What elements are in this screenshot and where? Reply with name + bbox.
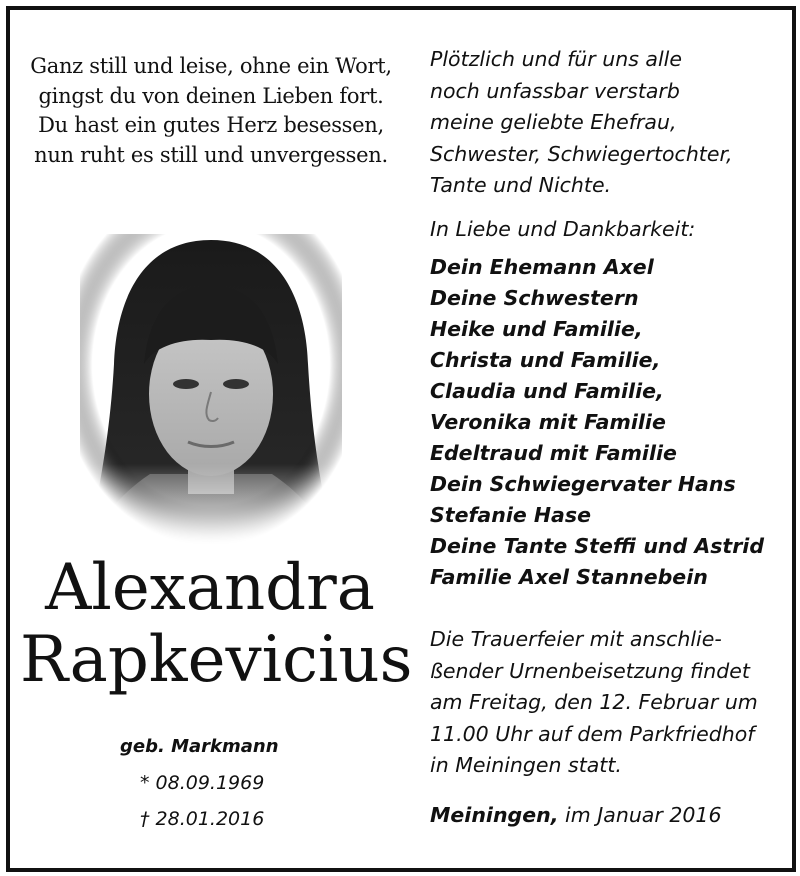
- service-line: Die Trauerfeier mit anschlie-: [430, 627, 722, 651]
- mourners-list: [430, 252, 780, 593]
- thanks-heading: In Liebe und Dankbarkeit:: [430, 217, 696, 241]
- service-line: 11.00 Uhr auf dem Parkfriedhof: [430, 721, 755, 746]
- poem-line: nun ruht es still und unvergessen.: [34, 142, 388, 167]
- service-details: [430, 624, 780, 782]
- birth-date: * 08.09.1969: [140, 772, 265, 794]
- announcement-line: Plötzlich und für uns alle: [430, 47, 682, 71]
- deceased-first-name: Alexandra: [45, 551, 375, 625]
- mourner: Edeltraud mit Familie: [430, 441, 677, 465]
- deceased-last-name: Rapkevicius: [20, 623, 413, 697]
- mourner: Heike und Familie,: [430, 317, 643, 341]
- mourner: Christa und Familie,: [430, 348, 661, 372]
- service-line: ßender Urnenbeisetzung findet: [430, 658, 750, 683]
- poem: [22, 52, 400, 170]
- mourner: Veronika mit Familie: [430, 410, 666, 434]
- mourner: Deine Schwestern: [430, 286, 639, 310]
- poem-line: Ganz still und leise, ohne ein Wort,: [30, 54, 392, 78]
- date-text: im Januar 2016: [558, 803, 722, 827]
- announcement-line: meine geliebte Ehefrau,: [430, 110, 677, 134]
- mourner: Dein Schwiegervater Hans: [430, 472, 736, 496]
- place-name: Meiningen,: [430, 803, 559, 827]
- portrait-photo: [80, 234, 342, 546]
- mourner: Claudia und Familie,: [430, 379, 664, 403]
- announcement-line: noch unfassbar verstarb: [430, 78, 680, 103]
- service-line: in Meiningen statt.: [430, 753, 622, 777]
- poem-line: gingst du von deinen Lieben fort.: [38, 83, 384, 108]
- poem-line: Du hast ein gutes Herz besessen,: [38, 113, 384, 137]
- place-date-line: [430, 800, 780, 832]
- mourner: Dein Ehemann Axel: [430, 255, 654, 279]
- announcement-text: [430, 44, 780, 202]
- mourner: Deine Tante Steffi und Astrid: [430, 534, 765, 558]
- service-line: am Freitag, den 12. Februar um: [430, 690, 758, 714]
- announcement-line: Schwester, Schwiegertochter,: [430, 141, 733, 166]
- death-date: † 28.01.2016: [140, 808, 265, 830]
- mourner: Familie Axel Stannebein: [430, 565, 708, 589]
- maiden-name: geb. Markmann: [120, 736, 279, 757]
- announcement-line: Tante und Nichte.: [430, 173, 612, 197]
- mourner: Stefanie Hase: [430, 503, 591, 527]
